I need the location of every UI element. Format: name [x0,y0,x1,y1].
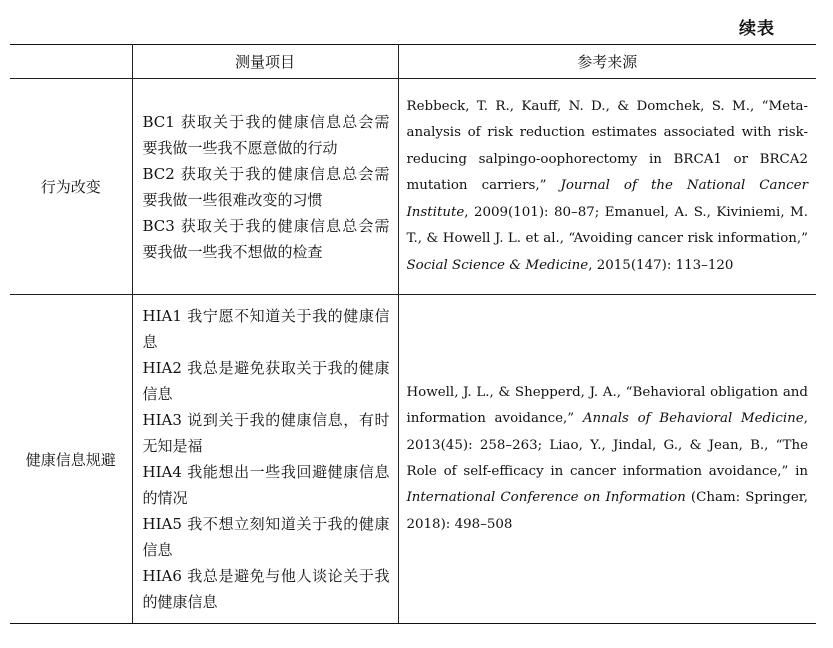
item-hia6: HIA6 我总是避免与他人谈论关于我的健康信息 [142,567,390,611]
header-items: 测量项目 [132,45,398,79]
table-row [10,79,816,295]
source-text: , 2013(45): 258–263; Liao, Y., Jindal, G., & Jean, B., “The Role of self-efficacy in cancer information avoidance,” in [406,411,808,479]
source-cell [398,79,816,295]
item-hia5: HIA5 我不想立刻知道关于我的健康信息 [142,515,390,559]
journal-title: Journal of the National Cancer Institute [406,178,808,220]
source-text: Rebbeck, T. R., Kauff, N. D., & Domchek, S. M., “Meta-analysis of risk reduction estimates associated with risk-reducing salpingo-oophorectomy in BRCA1 or BRCA2 mutation carriers,” [406,99,808,194]
table-caption: 续表 [739,19,775,39]
table-row [10,295,816,624]
journal-title: Social Science & Medicine [406,257,589,273]
item-hia4: HIA4 我能想出一些我回避健康信息的情况 [142,463,390,507]
item-bc2: BC2 获取关于我的健康信息总会需要我做一些很难改变的习惯 [142,164,390,209]
source-text: , 2009(101): 80–87; Emanuel, A. S., Kiviniemi, M. T., & Howell J. L. et al., “Avoiding cancer risk information,” [406,204,808,247]
item-hia2: HIA2 我总是避免获取关于我的健康信息 [142,359,390,403]
measurement-table [10,44,816,624]
item-bc1: BC1 获取关于我的健康信息总会需要我做一些我不愿意做的行动 [142,112,390,157]
source-text: Howell, J. L., & Shepperd, J. A., “Behavioral obligation and information avoidance,” [406,384,808,427]
items-cell [132,295,398,624]
journal-title: Annals of Behavioral Medicine [582,411,804,427]
source-cell [398,295,816,624]
items-cell [132,79,398,295]
category-cell: 行为改变 [10,79,132,295]
header-row [10,45,816,79]
item-hia3: HIA3 说到关于我的健康信息，有时无知是福 [142,411,390,455]
category-cell: 健康信息规避 [10,295,132,624]
source-text: (Cham: Springer, 2018): 498–508 [406,490,808,532]
header-source: 参考来源 [398,45,816,79]
book-title: International Conference on Information [406,490,686,506]
source-text: , 2015(147): 113–120 [588,257,734,273]
item-hia1: HIA1 我宁愿不知道关于我的健康信息 [142,307,390,351]
item-bc3: BC3 获取关于我的健康信息总会需要我做一些我不想做的检查 [142,216,390,261]
header-category [10,45,132,79]
